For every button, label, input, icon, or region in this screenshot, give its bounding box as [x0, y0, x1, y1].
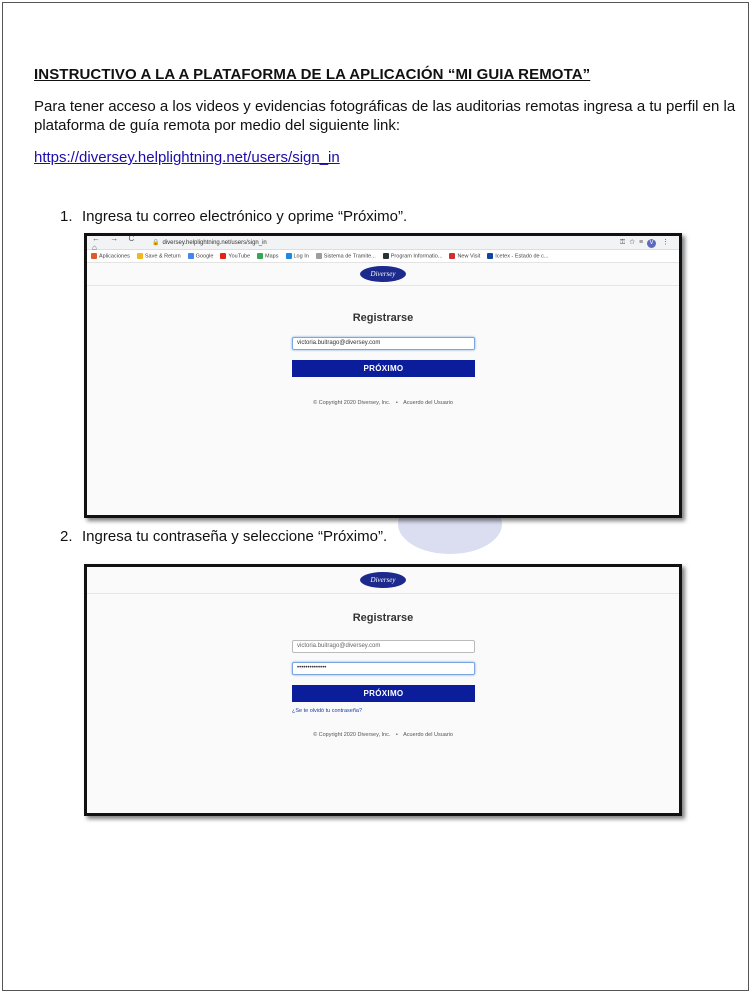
bookmark-youtube[interactable]: YouTube: [220, 253, 250, 259]
bookmark-apps[interactable]: Aplicaciones: [91, 253, 130, 259]
site-header-2: [87, 567, 679, 594]
screenshot-password: [84, 564, 682, 816]
copyright-text: © Copyright 2020 Diversey, Inc.: [313, 400, 391, 406]
bookmark-maps[interactable]: Maps: [257, 253, 278, 259]
key-icon[interactable]: ⚿: [619, 238, 630, 246]
step-2-number: 2.: [60, 528, 73, 545]
signin-heading: Registrarse: [352, 312, 414, 324]
bookmark-icetex[interactable]: Icetex - Estado de c...: [487, 253, 548, 259]
next-button[interactable]: PRÓXIMO: [292, 360, 475, 377]
intro-paragraph: Para tener acceso a los videos y evidencias fotográficas de las auditorias remotas ingresa a tu perfil en la plataforma de guía remota por medio del siguiente link:: [34, 98, 736, 134]
browser-nav-icons[interactable]: ← → C ⌂: [92, 233, 139, 252]
footer-separator: •: [395, 400, 398, 406]
bookmark-save-return[interactable]: Save & Return: [137, 253, 181, 259]
site-header: [87, 263, 679, 286]
signin-footer-2: [87, 732, 679, 738]
step-1-text: Ingresa tu correo electrónico y oprime “Próximo”.: [82, 208, 408, 225]
signin-footer: [87, 400, 679, 406]
screenshot-email: [84, 233, 682, 518]
next-button-2[interactable]: PRÓXIMO: [292, 685, 475, 702]
step-1-number: 1.: [60, 208, 73, 225]
bookmark-sistema[interactable]: Sistema de Tramite...: [316, 253, 376, 259]
browser-tools: [553, 238, 679, 248]
bookmark-program[interactable]: Program Informatio...: [383, 253, 443, 259]
menu-list-icon[interactable]: ≡: [638, 238, 648, 246]
signin-heading-2: Registrarse: [352, 612, 414, 624]
bookmarks-bar: [87, 250, 679, 263]
document-title: INSTRUCTIVO A LA A PLATAFORMA DE LA APLICACIÓN “MI GUIA REMOTA”: [34, 66, 591, 83]
sign-in-link[interactable]: https://diversey.helplightning.net/users/sign_in: [34, 149, 340, 166]
password-field[interactable]: ••••••••••••••: [292, 662, 475, 675]
terms-link[interactable]: Acuerdo del Usuario: [403, 400, 453, 406]
diversey-logo-2: Diversey: [360, 572, 406, 588]
lock-icon: 🔒: [152, 240, 160, 246]
bookmark-new-visit[interactable]: New Visit: [449, 253, 480, 259]
browser-toolbar: [87, 233, 679, 252]
copyright-text-2: © Copyright 2020 Diversey, Inc.: [313, 732, 391, 738]
profile-avatar[interactable]: V: [647, 239, 656, 248]
star-icon[interactable]: ☆: [629, 238, 639, 246]
bookmark-google[interactable]: Google: [188, 253, 214, 259]
address-bar[interactable]: diversey.helplightning.net/users/sign_in: [162, 239, 267, 246]
forgot-password-link[interactable]: ¿Se te olvidó tu contraseña?: [292, 708, 363, 714]
email-field-2[interactable]: victoria.buitrago@diversey.com: [292, 640, 475, 653]
step-2: [60, 528, 387, 545]
diversey-logo: Diversey: [360, 266, 406, 282]
bookmark-login[interactable]: Log In: [286, 253, 309, 259]
terms-link-2[interactable]: Acuerdo del Usuario: [403, 732, 453, 738]
kebab-menu-icon[interactable]: ⋮: [656, 238, 673, 246]
footer-separator-2: •: [395, 732, 398, 738]
email-field[interactable]: victoria.buitrago@diversey.com: [292, 337, 475, 350]
step-2-text: Ingresa tu contraseña y seleccione “Próximo”.: [82, 528, 388, 545]
step-1: [60, 208, 407, 225]
